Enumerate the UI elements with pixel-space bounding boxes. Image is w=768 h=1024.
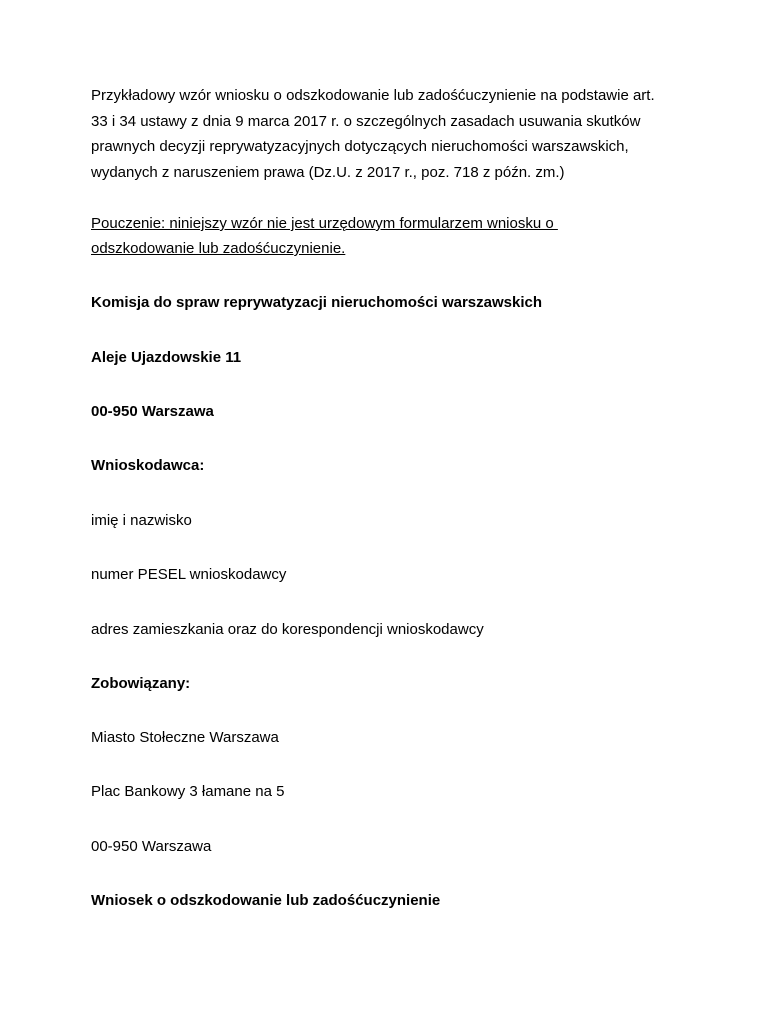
notice-line: odszkodowanie lub zadośćuczynienie.	[91, 240, 346, 257]
intro-line: wydanych z naruszeniem prawa (Dz.U. z 2017 r., poz. 718 z późn. zm.)	[91, 163, 565, 181]
intro-paragraph	[91, 83, 691, 185]
applicant-address-field: adres zamieszkania oraz do korespondencji wnioskodawcy	[91, 621, 484, 638]
obligated-city: 00-950 Warszawa	[91, 838, 212, 855]
document-title: Wniosek o odszkodowanie lub zadośćuczynienie	[91, 892, 441, 909]
commission-name: Komisja do spraw reprywatyzacji nieruchomości warszawskich	[91, 294, 543, 311]
document-page	[91, 83, 691, 909]
commission-city: 00-950 Warszawa	[91, 403, 214, 420]
notice-paragraph	[91, 211, 558, 261]
obligated-name: Miasto Stołeczne Warszawa	[91, 729, 279, 746]
obligated-heading: Zobowiązany:	[91, 675, 191, 692]
intro-line: 33 i 34 ustawy z dnia 9 marca 2017 r. o szczególnych zasadach usuwania skutków	[91, 112, 641, 130]
applicant-heading: Wnioskodawca:	[91, 457, 205, 474]
applicant-pesel-field: numer PESEL wnioskodawcy	[91, 566, 287, 583]
intro-line: Przykładowy wzór wniosku o odszkodowanie lub zadośćuczynienie na podstawie art.	[91, 87, 655, 104]
commission-street: Aleje Ujazdowskie 11	[91, 349, 242, 366]
intro-line: prawnych decyzji reprywatyzacyjnych dotyczących nieruchomości warszawskich,	[91, 138, 629, 155]
applicant-name-field: imię i nazwisko	[91, 512, 192, 529]
obligated-street: Plac Bankowy 3 łamane na 5	[91, 783, 285, 800]
notice-line: Pouczenie: niniejszy wzór nie jest urzędowym formularzem wniosku o	[91, 215, 558, 232]
